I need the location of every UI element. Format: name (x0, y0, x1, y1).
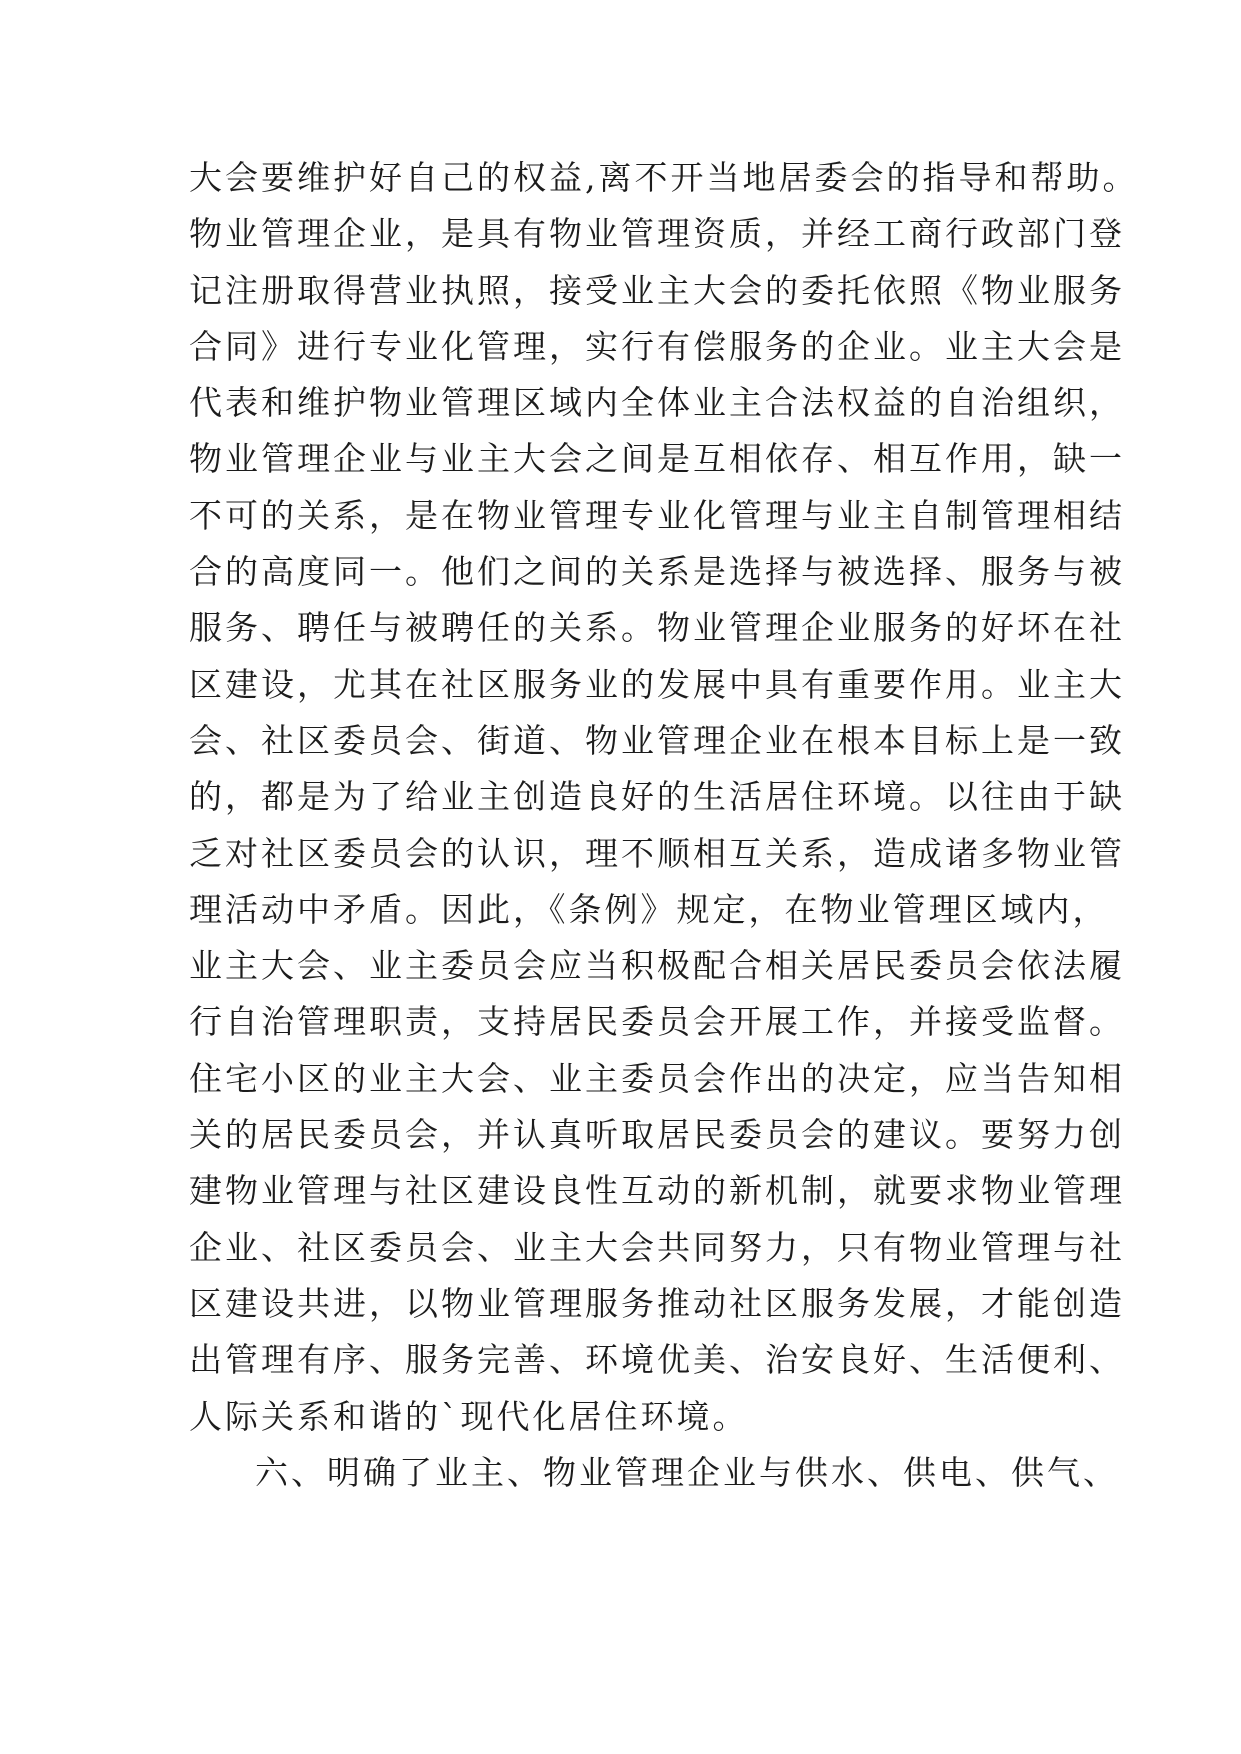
text-line: 建物业管理与社区建设良性互动的新机制，就要求物业管理 (189, 1171, 1125, 1211)
text-line: 住宅小区的业主大会、业主委员会作出的决定，应当告知相 (189, 1058, 1125, 1098)
text-line: 会、社区委员会、街道、物业管理企业在根本目标上是一致 (189, 720, 1125, 760)
text-line: 代表和维护物业管理区域内全体业主合法权益的自治组织， (189, 383, 1125, 423)
text-line: 服务、聘任与被聘任的关系。物业管理企业服务的好坏在社 (189, 608, 1125, 648)
text-line: 企业、社区委员会、业主大会共同努力，只有物业管理与社 (189, 1227, 1125, 1267)
text-line: 区建设，尤其在社区服务业的发展中具有重要作用。业主大 (189, 664, 1125, 704)
text-line: 关的居民委员会，并认真听取居民委员会的建议。要努力创 (189, 1115, 1125, 1155)
text-line: 行自治管理职责，支持居民委员会开展工作，并接受监督。 (189, 1002, 1125, 1042)
text-line: 合同》进行专业化管理，实行有偿服务的企业。业主大会是 (189, 326, 1125, 366)
body-text (189, 150, 1139, 1501)
text-line: 合的高度同一。他们之间的关系是选择与被选择、服务与被 (189, 552, 1125, 592)
text-line: 业主大会、业主委员会应当积极配合相关居民委员会依法履 (189, 946, 1125, 986)
text-line: 人际关系和谐的`现代化居住环境。 (189, 1396, 749, 1436)
text-line: 记注册取得营业执照，接受业主大会的委托依照《物业服务 (189, 270, 1125, 310)
text-line: 区建设共进，以物业管理服务推动社区服务发展，才能创造 (189, 1283, 1125, 1323)
text-line: 不可的关系，是在物业管理专业化管理与业主自制管理相结 (189, 495, 1125, 535)
text-line: 乏对社区委员会的认识，理不顺相互关系，造成诸多物业管 (189, 833, 1125, 873)
text-line: 物业管理企业与业主大会之间是互相依存、相互作用，缺一 (189, 439, 1125, 479)
text-line: 大会要维护好自己的权益,离不开当地居委会的指导和帮助。 (189, 158, 1139, 197)
section-heading: 六、明确了业主、物业管理企业与供水、供电、供气、 (255, 1452, 1119, 1492)
text-line: 出管理有序、服务完善、环境优美、治安良好、生活便利、 (189, 1340, 1125, 1380)
text-line: 物业管理企业，是具有物业管理资质，并经工商行政部门登 (189, 214, 1125, 254)
text-line: 的，都是为了给业主创造良好的生活居住环境。以往由于缺 (189, 777, 1125, 817)
text-line: 理活动中矛盾。因此，《条例》规定，在物业管理区域内， (189, 889, 1109, 929)
